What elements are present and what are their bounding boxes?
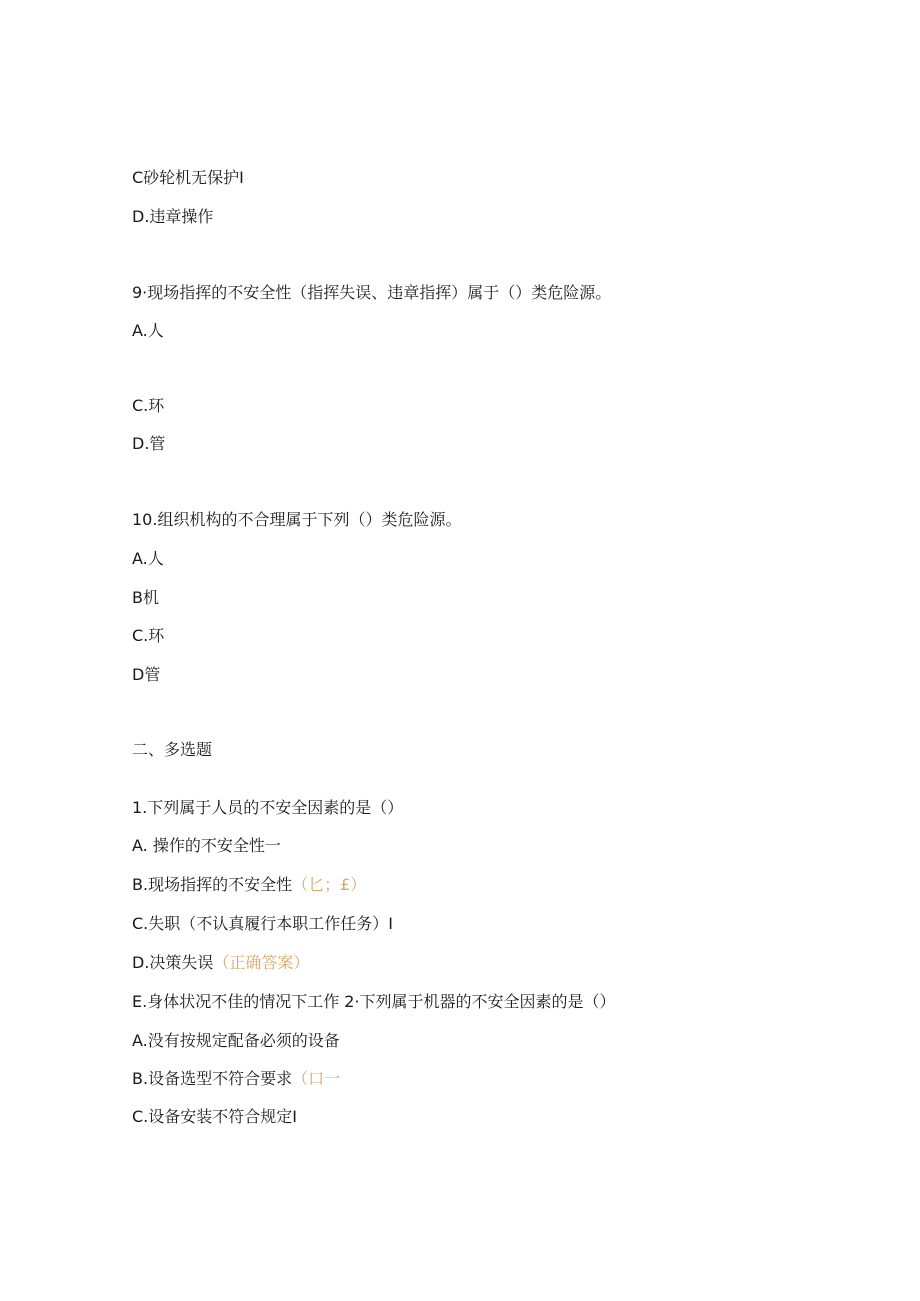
option-e-and-question-multi-2: E.身体状况不佳的情况下工作 2·下列属于机器的不安全因素的是（） bbox=[132, 992, 616, 1011]
question-9: 9·现场指挥的不安全性（指挥失误、违章指挥）属于（）类危险源。 bbox=[132, 283, 612, 302]
option-c-multi-1: C.失职（不认真履行本职工作任务）I bbox=[132, 914, 393, 933]
option-b-text: B.现场指挥的不安全性 bbox=[132, 875, 293, 894]
correct-answer-label: （正确答案） bbox=[213, 953, 310, 972]
option-c-multi-2: C.设备安装不符合规定I bbox=[132, 1107, 297, 1126]
option-b-multi-2 bbox=[132, 1068, 340, 1090]
section-heading-multiple-choice: 二、多选题 bbox=[132, 740, 213, 759]
option-d-text: D.决策失误 bbox=[132, 953, 214, 972]
question-multi-1: 1.下列属于人员的不安全因素的是（） bbox=[132, 798, 404, 817]
option-b-text: B.设备选型不符合要求 bbox=[132, 1069, 293, 1088]
answer-mark: （口一 bbox=[292, 1069, 341, 1088]
option-c-q8: C砂轮机无保护I bbox=[132, 168, 244, 187]
option-d-q10: D管 bbox=[132, 665, 161, 684]
option-b-q10: B机 bbox=[132, 588, 159, 607]
option-c-q9: C.环 bbox=[132, 396, 165, 415]
option-d-q8: D.违章操作 bbox=[132, 207, 214, 226]
option-d-multi-1 bbox=[132, 952, 309, 974]
option-a-q10: A.人 bbox=[132, 549, 164, 568]
option-a-multi-1: A. 操作的不安全性一 bbox=[132, 836, 281, 855]
option-c-q10: C.环 bbox=[132, 626, 165, 645]
option-d-q9: D.管 bbox=[132, 434, 166, 453]
answer-mark: （匕；£） bbox=[292, 875, 367, 894]
option-a-q9: A.人 bbox=[132, 321, 164, 340]
option-b-multi-1 bbox=[132, 874, 366, 896]
option-a-multi-2: A.没有按规定配备必须的设备 bbox=[132, 1031, 340, 1050]
question-10: 10.组织机构的不合理属于下列（）类危险源。 bbox=[132, 510, 462, 529]
